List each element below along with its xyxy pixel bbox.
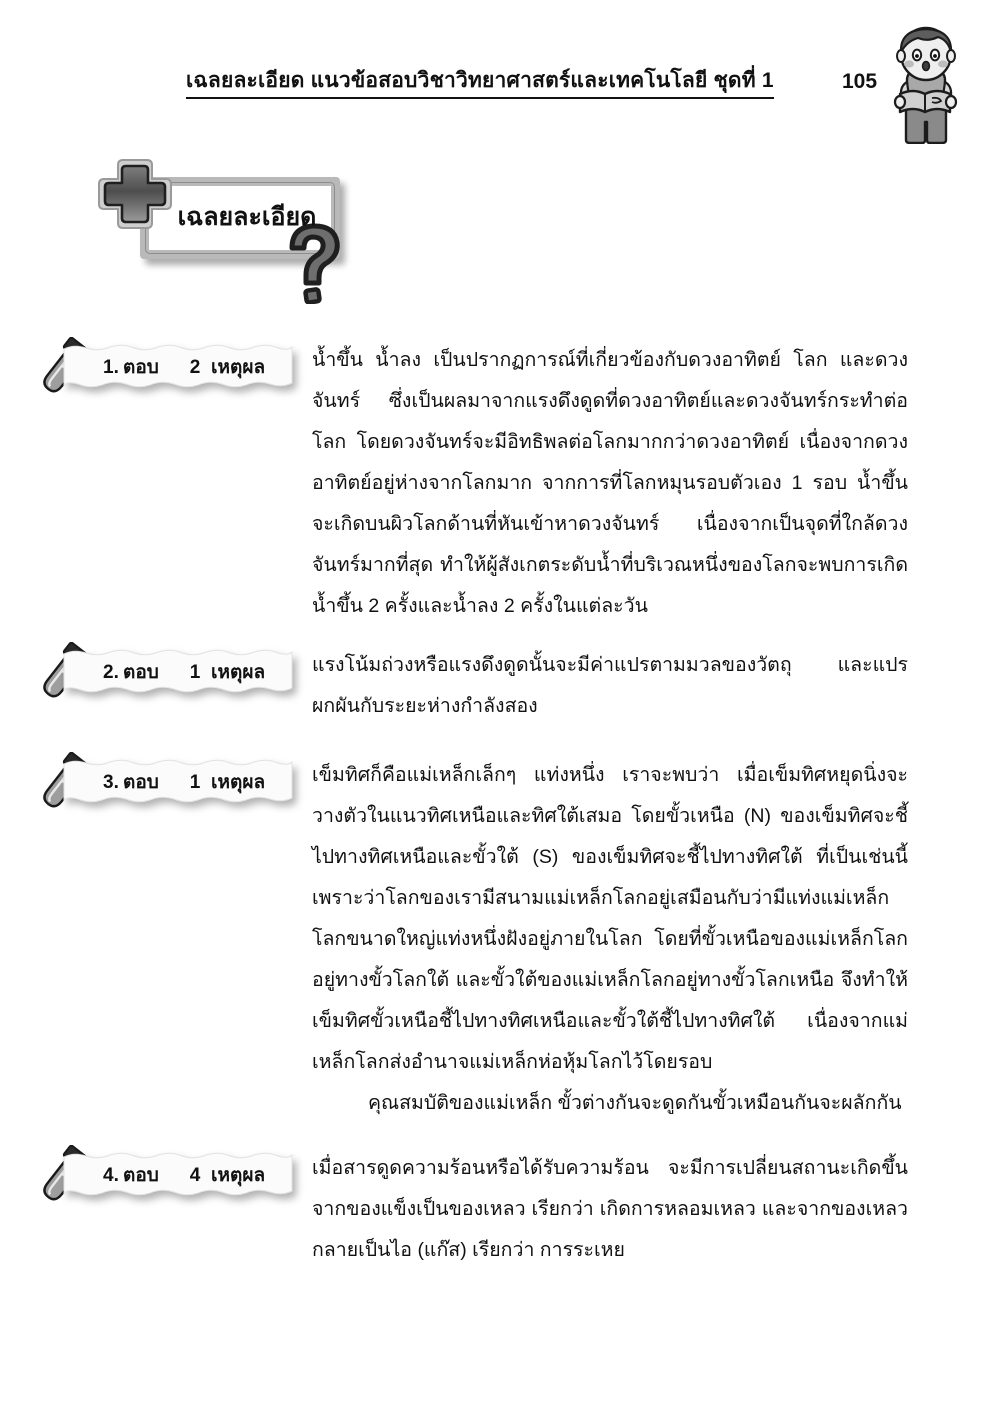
reason-word: เหตุผล xyxy=(211,772,266,793)
answer-number: 1. xyxy=(103,357,119,378)
reason-word: เหตุผล xyxy=(211,662,266,683)
boy-reading-book-icon xyxy=(880,22,972,144)
answer-label-row-1 xyxy=(62,352,294,382)
title-banner xyxy=(96,152,356,302)
question-mark-icon xyxy=(278,220,360,304)
answer-word: ตอบ xyxy=(123,662,159,683)
answer-label-row-2 xyxy=(62,657,294,687)
page-number: 105 xyxy=(842,70,878,93)
answer-number: 4. xyxy=(103,1165,119,1186)
reason-word: เหตุผล xyxy=(211,1165,266,1186)
answer-choice: 1 xyxy=(189,772,201,793)
answer-body-4 xyxy=(312,1148,908,1271)
answer-paragraph: น้ำขึ้น น้ำลง เป็นปรากฏการณ์ที่เกี่ยวข้องกับดวงอาทิตย์ โลก และดวงจันทร์ ซึ่งเป็นผลมาจากแรงดึงดูดที่ดวงอาทิตย์และดวงจันทร์กระทำต่อโลก โดยดวงจันทร์จะมีอิทธิพลต่อโลกมากกว่าดวงอาทิตย์ เนื่องจากดวงอาทิตย์อยู่ห่างจากโลกมาก จากการที่โลกหมุนรอบตัวเอง 1 รอบ น้ำขึ้นจะเกิดบนผิวโลกด้านที่หันเข้าหาดวงจันทร์ เนื่องจากเป็นจุดที่ใกล้ดวงจันทร์มากที่สุด ทำให้ผู้สังเกตระดับน้ำที่บริเวณหนึ่งของโลกจะพบการเกิดน้ำขึ้น 2 ครั้งและน้ำลง 2 ครั้งในแต่ละวัน xyxy=(312,349,908,617)
header-title: เฉลยละเอียด แนวข้อสอบวิชาวิทยาศาสตร์และเทคโนโลยี ชุดที่ 1 xyxy=(186,68,774,99)
answer-number: 3. xyxy=(103,772,119,793)
reason-word: เหตุผล xyxy=(211,357,266,378)
answer-paragraph: เข็มทิศก็คือแม่เหล็กเล็กๆ แท่งหนึ่ง เราจะพบว่า เมื่อเข็มทิศหยุดนิ่งจะวางตัวในแนวทิศเหนือและทิศใต้เสมอ โดยขั้วเหนือ (N) ของเข็มทิศจะชี้ไปทางทิศเหนือและขั้วใต้ (S) ของเข็มทิศจะชี้ไปทางทิศใต้ ที่เป็นเช่นนี้เพราะว่าโลกของเรามีสนามแม่เหล็กโลกอยู่เสมือนกับว่ามีแท่งแม่เหล็กโลกขนาดใหญ่แท่งหนึ่งฝังอยู่ภายในโลก โดยที่ขั้วเหนือของแม่เหล็กโลกอยู่ทางขั้วโลกใต้ และขั้วใต้ของแม่เหล็กโลกอยู่ทางขั้วโลกเหนือ จึงทำให้เข็มทิศขั้วเหนือชี้ไปทางทิศเหนือและขั้วใต้ชี้ไปทางทิศใต้ เนื่องจากแม่เหล็กโลกส่งอำนาจแม่เหล็กห่อหุ้มโลกไว้โดยรอบ xyxy=(312,764,908,1073)
banner-title: เฉลยละเอียด xyxy=(177,203,317,231)
answer-body-1 xyxy=(312,340,908,627)
page-header xyxy=(0,62,992,122)
answer-paragraph-note: คุณสมบัติของแม่เหล็ก ขั้วต่างกันจะดูดกันขั้วเหมือนกันจะผลักกัน xyxy=(368,1092,902,1114)
answer-word: ตอบ xyxy=(123,772,159,793)
answer-label-3 xyxy=(62,757,294,805)
answer-number: 2. xyxy=(103,662,119,683)
answer-label-1 xyxy=(62,342,294,390)
answer-label-row-4 xyxy=(62,1160,294,1190)
answer-label-row-3 xyxy=(62,767,294,797)
answer-choice: 2 xyxy=(189,357,201,378)
answer-word: ตอบ xyxy=(123,1165,159,1186)
answer-paragraph: เมื่อสารดูดความร้อนหรือได้รับความร้อน จะมีการเปลี่ยนสถานะเกิดขึ้นจากของแข็งเป็นของเหลว เรียกว่า เกิดการหลอมเหลว และจากของเหลวกลายเป็นไอ (แก๊ส) เรียกว่า การระเหย xyxy=(312,1157,908,1261)
answer-word: ตอบ xyxy=(123,357,159,378)
answer-body-3 xyxy=(312,755,908,1124)
answer-choice: 4 xyxy=(189,1165,201,1186)
answer-paragraph: แรงโน้มถ่วงหรือแรงดึงดูดนั้นจะมีค่าแปรตามมวลของวัตถุ และแปรผกผันกับระยะห่างกำลังสอง xyxy=(312,654,908,717)
answer-choice: 1 xyxy=(189,662,201,683)
answer-label-2 xyxy=(62,647,294,695)
answer-body-2 xyxy=(312,645,908,727)
answer-label-4 xyxy=(62,1150,294,1198)
